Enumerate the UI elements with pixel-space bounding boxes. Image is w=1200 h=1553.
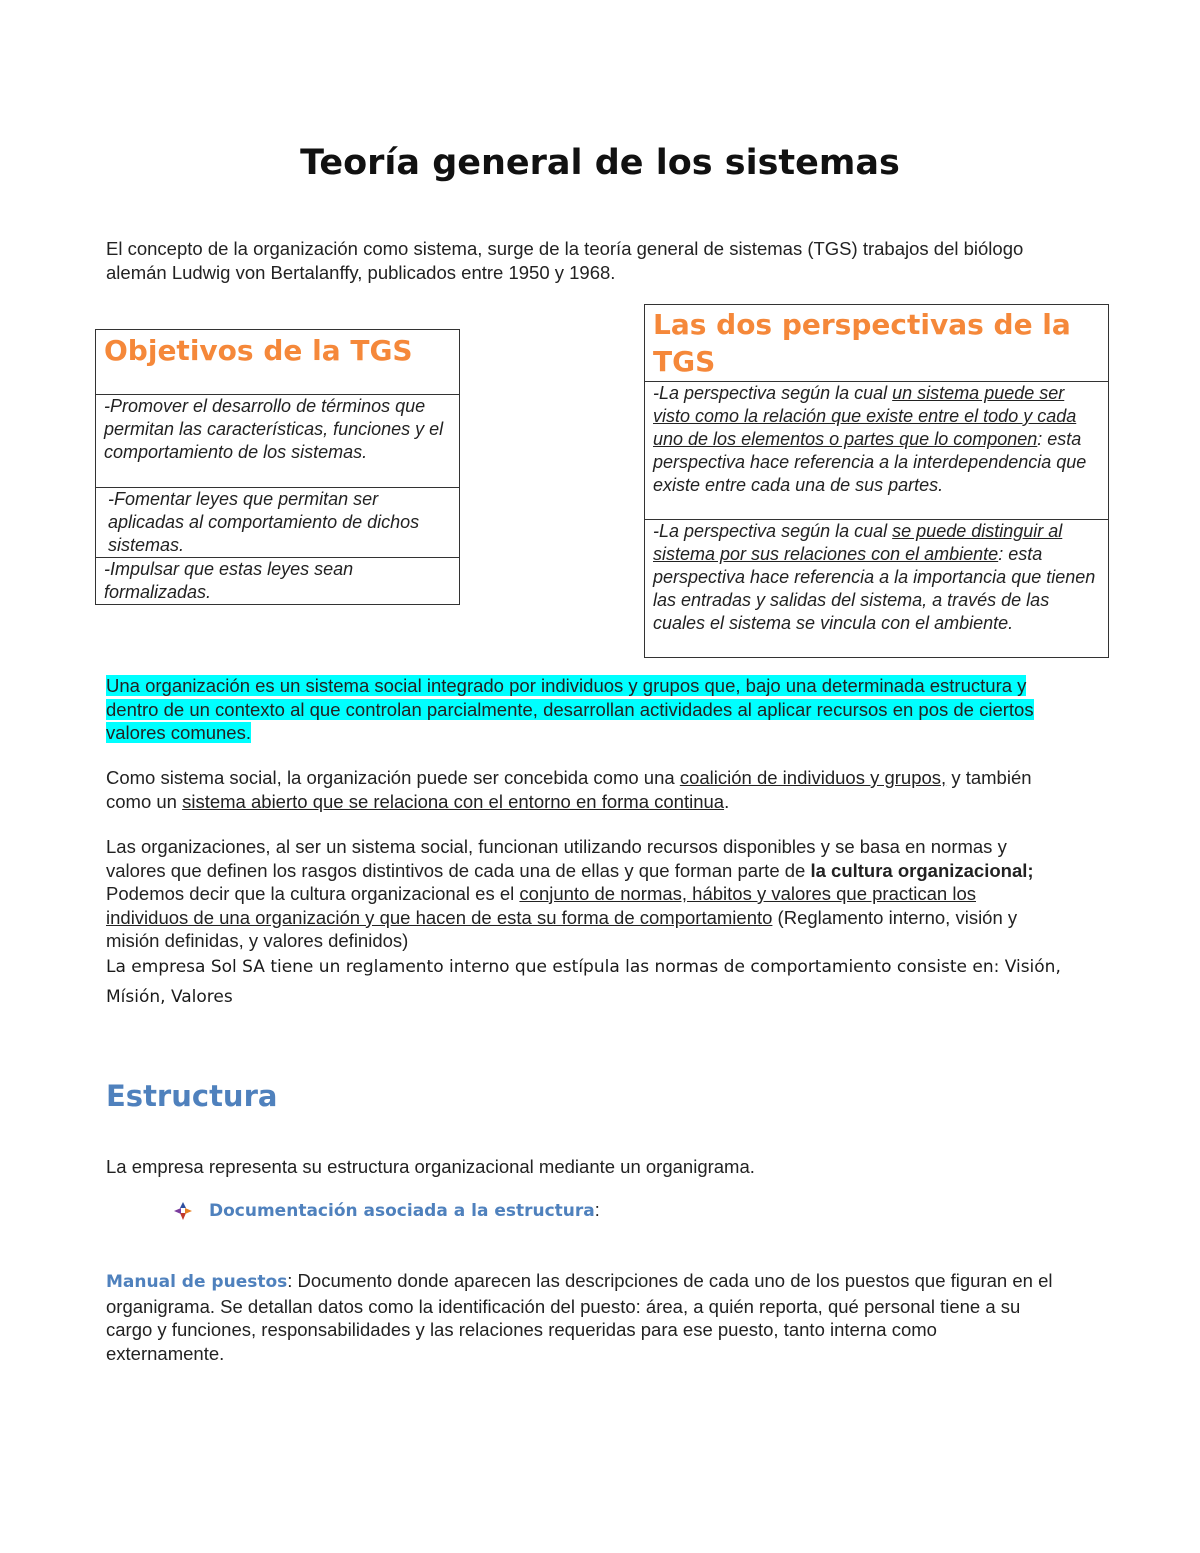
highlighted-definition [106, 674, 1106, 745]
page-title: Teoría general de los sistemas [300, 143, 900, 183]
perspectiva-1-prefix: -La perspectiva según la cual [653, 383, 893, 403]
empresa-line: La empresa Sol SA tiene un reglamento interno que estípula las normas de comportamiento consiste en: Visión, [106, 957, 1061, 977]
text-span: : Documento donde aparecen las descripciones de cada uno de los puestos que figuran en el [287, 1270, 1053, 1291]
objetivos-item: -Fomentar leyes que permitan ser aplicadas al comportamiento de dichos sistemas. [96, 488, 460, 558]
underlined-text: coalición de individuos y grupos, [679, 767, 947, 788]
estructura-text: La empresa representa su estructura organizacional mediante un organigrama. [106, 1156, 755, 1177]
social-system-paragraph [106, 766, 1106, 813]
perspectivas-heading: Las dos perspectivas de la TGS [653, 308, 1071, 378]
intro-paragraph [106, 237, 1106, 284]
bullet-colon: : [594, 1200, 600, 1220]
text-span: como un [106, 790, 183, 812]
text-span: (Reglamento interno, visión y [772, 906, 1018, 928]
perspectiva-2-prefix: -La perspectiva según la cual [653, 521, 893, 541]
intro-line-2: alemán Ludwig von Bertalanffy, publicados entre 1950 y 1968. [106, 261, 616, 283]
perspectiva-2-underlined: se puede distinguir al sistema por sus relaciones con el ambiente [653, 521, 1063, 564]
culture-paragraph [106, 835, 1106, 953]
text-span: Como sistema social, la organización puede ser concebida como una [106, 767, 680, 788]
underlined-text: sistema abierto que se relaciona con el entorno en forma continua [182, 790, 725, 812]
manual-line: cargo y funciones, responsabilidades y las relaciones requeridas para ese puesto, tanto interna como [106, 1319, 937, 1340]
four-arrow-bullet-icon [173, 1201, 193, 1221]
underlined-text: individuos de una organización y que hacen de esta su forma de comportamiento [106, 906, 773, 928]
objetivos-table [95, 329, 460, 605]
empresa-paragraph [106, 952, 1106, 1012]
highlight-line-3: valores comunes. [106, 722, 251, 743]
bullet-label: Documentación asociada a la estructura [209, 1200, 595, 1221]
perspectiva-1-suffix: : esta perspectiva hace referencia a la interdependencia que existe entre cada una de sus partes. [653, 429, 1087, 495]
text-span: Podemos decir que la cultura organizacional es el [106, 883, 520, 904]
perspectivas-table [644, 304, 1109, 658]
empresa-line: Mísión, Valores [106, 987, 233, 1007]
text-span: y también [946, 767, 1032, 788]
manual-paragraph [106, 1269, 1106, 1365]
objetivos-heading-cell [96, 330, 460, 395]
perspectiva-2-suffix: : esta perspectiva hace referencia a la importancia que tienen las entradas y salidas del sistema, a través de las cuales el sistema se vincula con el ambiente. [653, 544, 1096, 633]
objetivos-item: -Promover el desarrollo de términos que permitan las características, funciones y el comportamiento de los sistemas. [96, 395, 460, 488]
culture-line: misión definidas, y valores definidos) [106, 930, 409, 951]
culture-line: Las organizaciones, al ser un sistema social, funcionan utilizando recursos disponibles y se basa en normas y [106, 836, 1007, 857]
manual-line: organigrama. Se detallan datos como la identificación del puesto: área, a quién reporta, qué personal tiene a su [106, 1295, 1021, 1317]
manual-label: Manual de puestos [106, 1272, 288, 1292]
bold-text: la cultura organizacional; [810, 859, 1034, 881]
perspectivas-heading-cell [645, 305, 1109, 382]
bullet-item [173, 1200, 600, 1221]
underlined-text: conjunto de normas, hábitos y valores que practican los [519, 883, 976, 904]
section-heading-estructura: Estructura [106, 1079, 278, 1113]
text-span: . [724, 790, 730, 812]
intro-line-1: El concepto de la organización como sistema, surge de la teoría general de sistemas (TGS) trabajos del biólogo [106, 238, 1024, 259]
perspectiva-item-1 [645, 382, 1109, 520]
highlight-line-1: Una organización es un sistema social integrado por individuos y grupos que, bajo una determinada estructura y [106, 675, 1027, 696]
highlight-line-2: dentro de un contexto al que controlan parcialmente, desarrollan actividades al aplicar recursos en pos de ciertos [106, 698, 1034, 720]
objetivos-item: -Impulsar que estas leyes sean formalizadas. [96, 558, 460, 605]
perspectiva-item-2 [645, 520, 1109, 658]
text-span: valores que definen los rasgos distintivos de cada una de ellas y que forman parte de [106, 859, 811, 881]
perspectiva-1-underlined: un sistema puede ser visto como la relación que existe entre el todo y cada uno de los elementos o partes que lo componen [653, 383, 1077, 449]
manual-line: externamente. [106, 1342, 225, 1364]
objetivos-heading: Objetivos de la TGS [104, 334, 413, 367]
